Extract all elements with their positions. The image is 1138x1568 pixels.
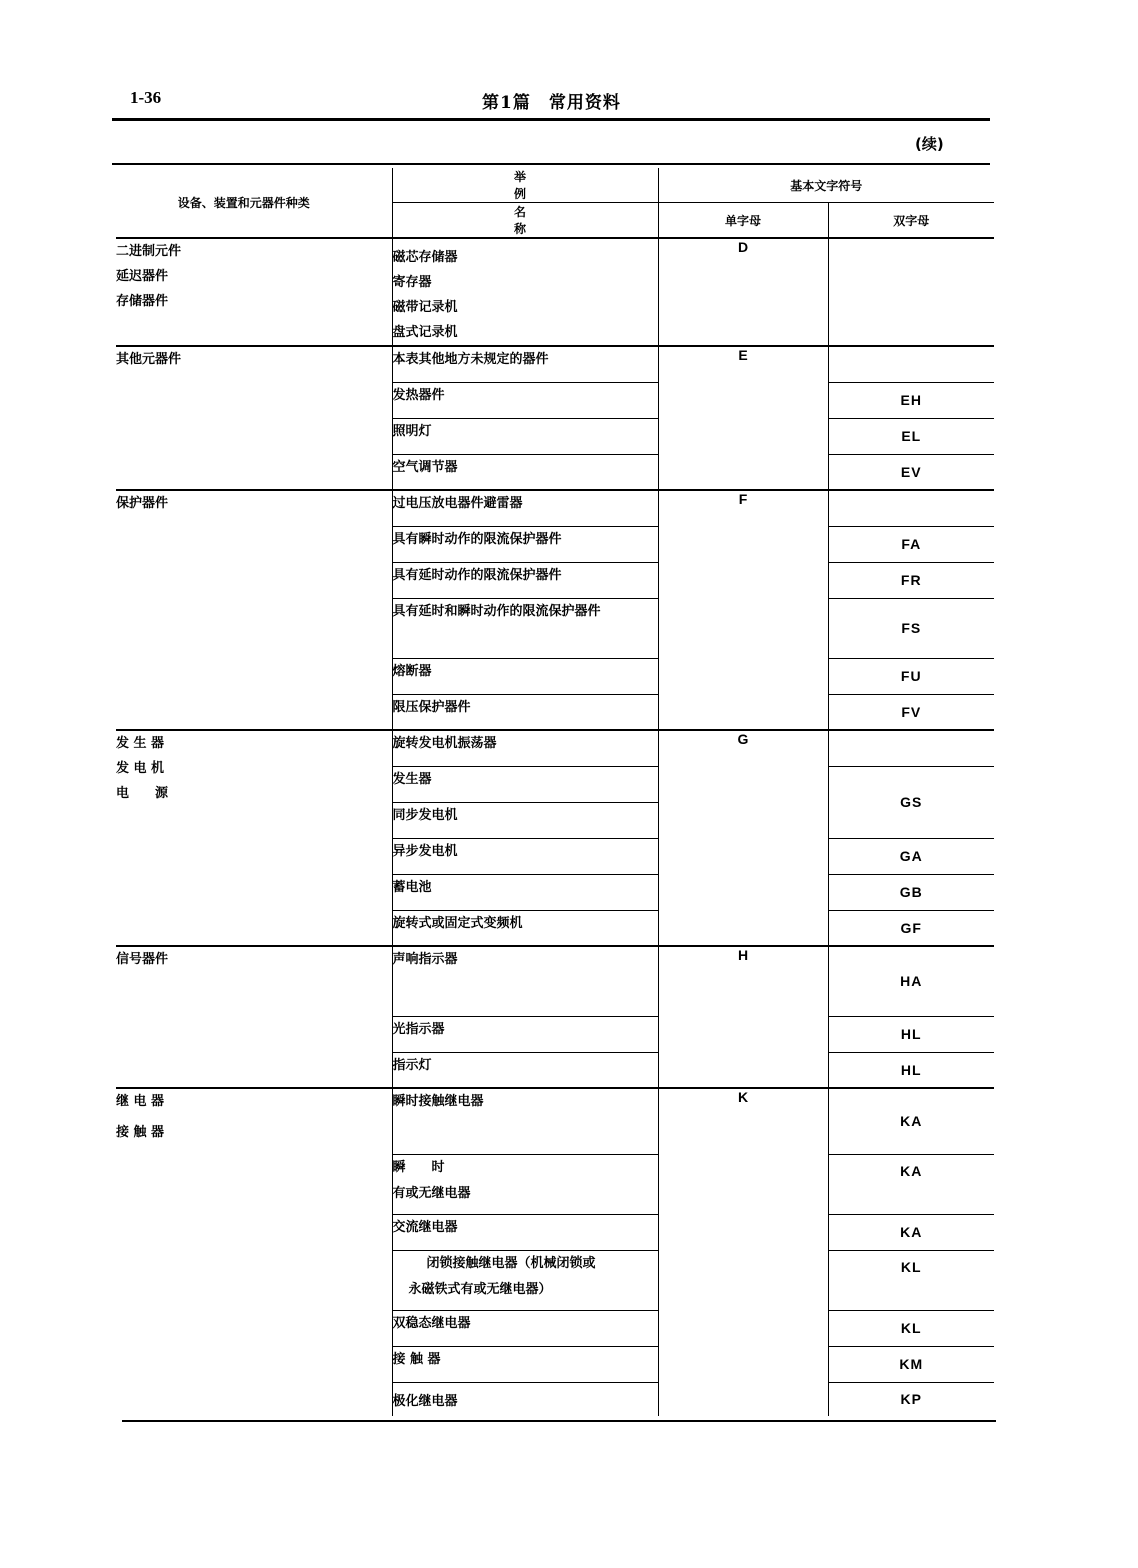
example-name: 瞬 时 — [392, 1159, 445, 1175]
single-letter-cell: K — [658, 1088, 828, 1416]
category-label: 二进制元件 — [116, 244, 182, 259]
example-name: 具有瞬时动作的限流保护器件 — [392, 526, 658, 562]
category-cell — [116, 946, 392, 1088]
example-name: 接 触 器 — [392, 1346, 658, 1382]
example-name: 声响指示器 — [392, 946, 658, 1016]
example-name: 照明灯 — [392, 418, 658, 454]
double-letter-cell: EL — [828, 418, 994, 454]
table-row — [116, 346, 994, 382]
table-row — [116, 730, 994, 766]
double-letter-cell: KA — [828, 1214, 994, 1250]
header-single-letter: 单字母 — [658, 203, 828, 239]
example-name: 同步发电机 — [392, 802, 658, 838]
header-category: 设备、装置和元器件种类 — [116, 168, 392, 238]
double-letter-cell: HA — [828, 946, 994, 1016]
running-title: 第1篇 常用资料 — [482, 93, 621, 113]
header-rule — [112, 118, 990, 121]
single-letter-cell: H — [658, 946, 828, 1088]
example-name: 磁芯存储器 — [392, 250, 458, 265]
double-letter-cell: FS — [828, 598, 994, 658]
single-letter-cell: G — [658, 730, 828, 946]
double-letter-cell: EV — [828, 454, 994, 490]
page-number: 1-36 — [130, 88, 162, 107]
example-cell — [392, 1154, 658, 1214]
example-name: 交流继电器 — [392, 1214, 658, 1250]
example-name: 具有延时动作的限流保护器件 — [392, 562, 658, 598]
double-letter-cell: KL — [828, 1310, 994, 1346]
header-name: 名 称 — [392, 203, 658, 239]
example-name: 发热器件 — [392, 382, 658, 418]
header-example: 举 例 — [392, 168, 658, 203]
table-row — [116, 946, 994, 1016]
double-letter-cell: KA — [828, 1154, 994, 1214]
example-cell — [392, 1250, 658, 1310]
table-row — [116, 238, 994, 346]
double-letter-cell: KL — [828, 1250, 994, 1310]
example-name-line2: 有或无继电器 — [392, 1185, 471, 1201]
double-letter-cell: KP — [900, 1391, 922, 1408]
category-label: 保护器件 — [116, 496, 169, 511]
single-letter-cell: D — [658, 238, 828, 346]
double-letter-cell: HL — [828, 1016, 994, 1052]
category-label: 发 电 机 — [116, 761, 165, 776]
double-letter-cell: FA — [828, 526, 994, 562]
double-letter-cell — [828, 490, 994, 526]
double-letter-cell — [828, 730, 994, 766]
header-double-letter: 双字母 — [828, 203, 994, 239]
double-letter-cell — [828, 346, 994, 382]
example-name: 蓄电池 — [392, 874, 658, 910]
category-cell — [116, 730, 392, 946]
single-letter-cell: F — [658, 490, 828, 730]
example-name: 过电压放电器件避雷器 — [392, 490, 658, 526]
category-label: 电 源 — [116, 786, 169, 801]
example-name: 具有延时和瞬时动作的限流保护器件 — [392, 598, 658, 658]
category-label: 继 电 器 — [116, 1094, 165, 1109]
example-name-line2: 永磁铁式有或无继电器） — [408, 1281, 552, 1297]
double-letter-cell: GB — [828, 874, 994, 910]
category-cell — [116, 490, 392, 730]
continued-label: (续) — [915, 135, 944, 153]
double-letter-cell: FR — [828, 562, 994, 598]
table-row — [116, 490, 994, 526]
header-basic-symbol: 基本文字符号 — [658, 168, 994, 203]
example-name: 发生器 — [392, 766, 658, 802]
category-cell — [116, 346, 392, 490]
example-name: 限压保护器件 — [392, 694, 658, 730]
category-label: 存储器件 — [116, 294, 169, 309]
example-name: 旋转发电机振荡器 — [392, 730, 658, 766]
example-name: 熔断器 — [392, 658, 658, 694]
double-letter-cell: KA — [828, 1088, 994, 1154]
example-name: 光指示器 — [392, 1016, 658, 1052]
example-name: 指示灯 — [392, 1052, 658, 1088]
category-label: 信号器件 — [116, 952, 169, 967]
category-cell — [116, 1088, 392, 1416]
example-name: 本表其他地方未规定的器件 — [392, 346, 658, 382]
double-letter-cell: GA — [828, 838, 994, 874]
double-letter-cell: KM — [828, 1346, 994, 1382]
example-name: 旋转式或固定式变频机 — [392, 910, 658, 946]
double-letter-cell: FV — [828, 694, 994, 730]
table-bottom-rule — [122, 1420, 996, 1422]
example-name: 异步发电机 — [392, 838, 658, 874]
double-letter-cell: GF — [828, 910, 994, 946]
example-name: 极化继电器 — [392, 1382, 658, 1416]
double-letter-cell: HL — [828, 1052, 994, 1088]
category-label: 接 触 器 — [116, 1125, 165, 1140]
table-top-rule — [112, 163, 990, 165]
category-cell — [116, 238, 392, 346]
example-name: 盘式记录机 — [392, 325, 458, 340]
symbol-table — [116, 168, 994, 1416]
category-label: 其他元器件 — [116, 352, 182, 367]
category-label: 发 生 器 — [116, 736, 165, 751]
table-row — [116, 1088, 994, 1154]
example-name: 寄存器 — [392, 275, 432, 290]
double-letter-cell — [828, 238, 994, 346]
single-letter-cell: E — [658, 346, 828, 490]
double-letter-cell: EH — [828, 382, 994, 418]
example-name: 闭锁接触继电器（机械闭锁或 — [426, 1255, 596, 1271]
category-label: 延迟器件 — [116, 269, 169, 284]
example-name: 双稳态继电器 — [392, 1310, 658, 1346]
example-cell — [392, 238, 658, 346]
example-name: 瞬时接触继电器 — [392, 1088, 658, 1154]
example-name: 空气调节器 — [392, 454, 658, 490]
double-letter-cell: FU — [828, 658, 994, 694]
double-letter-cell: GS — [828, 766, 994, 838]
example-name: 磁带记录机 — [392, 300, 458, 315]
